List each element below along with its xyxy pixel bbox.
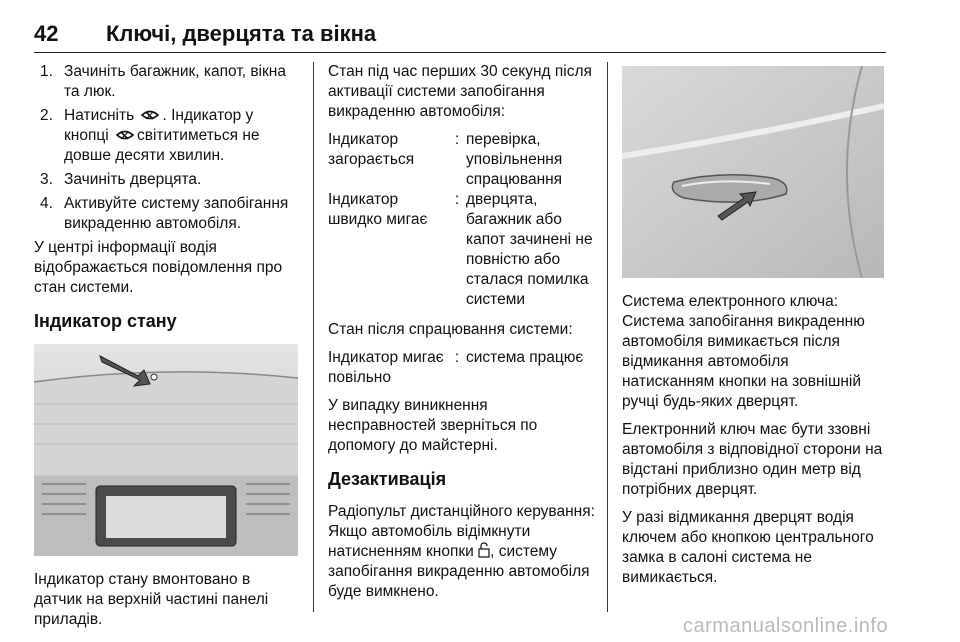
image-caption: Індикатор стану вмонтовано в датчик на верхній частині панелі приладів. [34, 571, 269, 628]
table-row: Індикатор швидко мигає : дверцята, багажник або капот зачинені не повністю або сталася помилка системи [328, 191, 593, 308]
page-number: 42 [34, 21, 59, 46]
unlock-icon [478, 542, 490, 558]
list-item: 4. Активуйте систему запобігання викраденню автомобіля. [40, 195, 289, 232]
door-handle-image [622, 66, 884, 278]
indicator-table [328, 130, 596, 310]
table-row: Індикатор загорається : перевірка, уповільнення спрацювання [328, 131, 563, 188]
page-header [34, 22, 886, 53]
column-middle [328, 62, 596, 610]
column-right [622, 62, 884, 596]
key-distance-paragraph: Електронний ключ має бути ззовні автомобіля з відповідної сторони на відстані приблизно один метр від потрібних дверцят. [622, 421, 883, 498]
section-heading: Індикатор стану [34, 311, 177, 331]
electronic-key-paragraph: Система електронного ключа: Система запобігання викраденню автомобіля вимикається після відмикання автомобіля натисканням кнопки на зовнішній ручці будь-яких дверцят. [622, 293, 865, 410]
door-handle-illustration [622, 66, 884, 278]
steps-list [34, 62, 300, 234]
page-title: Ключі, дверцята та вікна [106, 21, 377, 46]
indicator-table-2 [328, 348, 596, 388]
intro-paragraph: Стан під час перших 30 секунд після активації системи запобігання викраденню автомобіля: [328, 63, 592, 120]
indicator-icon [115, 129, 135, 141]
after-label: Стан після спрацювання системи: [328, 321, 573, 338]
list-item: 1. Зачиніть багажник, капот, вікна та люк. [40, 63, 286, 100]
driver-door-paragraph: У разі відмикання дверцят водія ключем або кнопкою центрального замка в салоні система не вимикається. [622, 509, 874, 586]
watermark: carmanualsonline.info [683, 615, 889, 637]
indicator-icon [140, 109, 160, 121]
list-item: 2. Натисніть . Індикатор у кнопці світитиметься не довше десяти хвилин. [40, 107, 260, 164]
list-item: 3. Зачиніть дверцята. [40, 171, 202, 188]
column-divider [607, 62, 608, 612]
status-paragraph: У центрі інформації водія відображається повідомлення про стан системи. [34, 239, 283, 296]
section-heading: Дезактивація [328, 469, 447, 489]
deactivation-paragraph: Радіопульт дистанційного керування: Якщо автомобіль відімкнути натисненням кнопки , систему запобігання викраденню автомобіля буде вимкнено. [328, 503, 595, 600]
column-left [34, 62, 300, 638]
fault-paragraph: У випадку виникнення несправностей зверніться по допомогу до майстерні. [328, 397, 538, 454]
dashboard-image [34, 344, 298, 556]
column-divider [313, 62, 314, 612]
table-row: Індикатор мигає повільно : система працює [328, 349, 584, 386]
dashboard-illustration [34, 344, 298, 556]
